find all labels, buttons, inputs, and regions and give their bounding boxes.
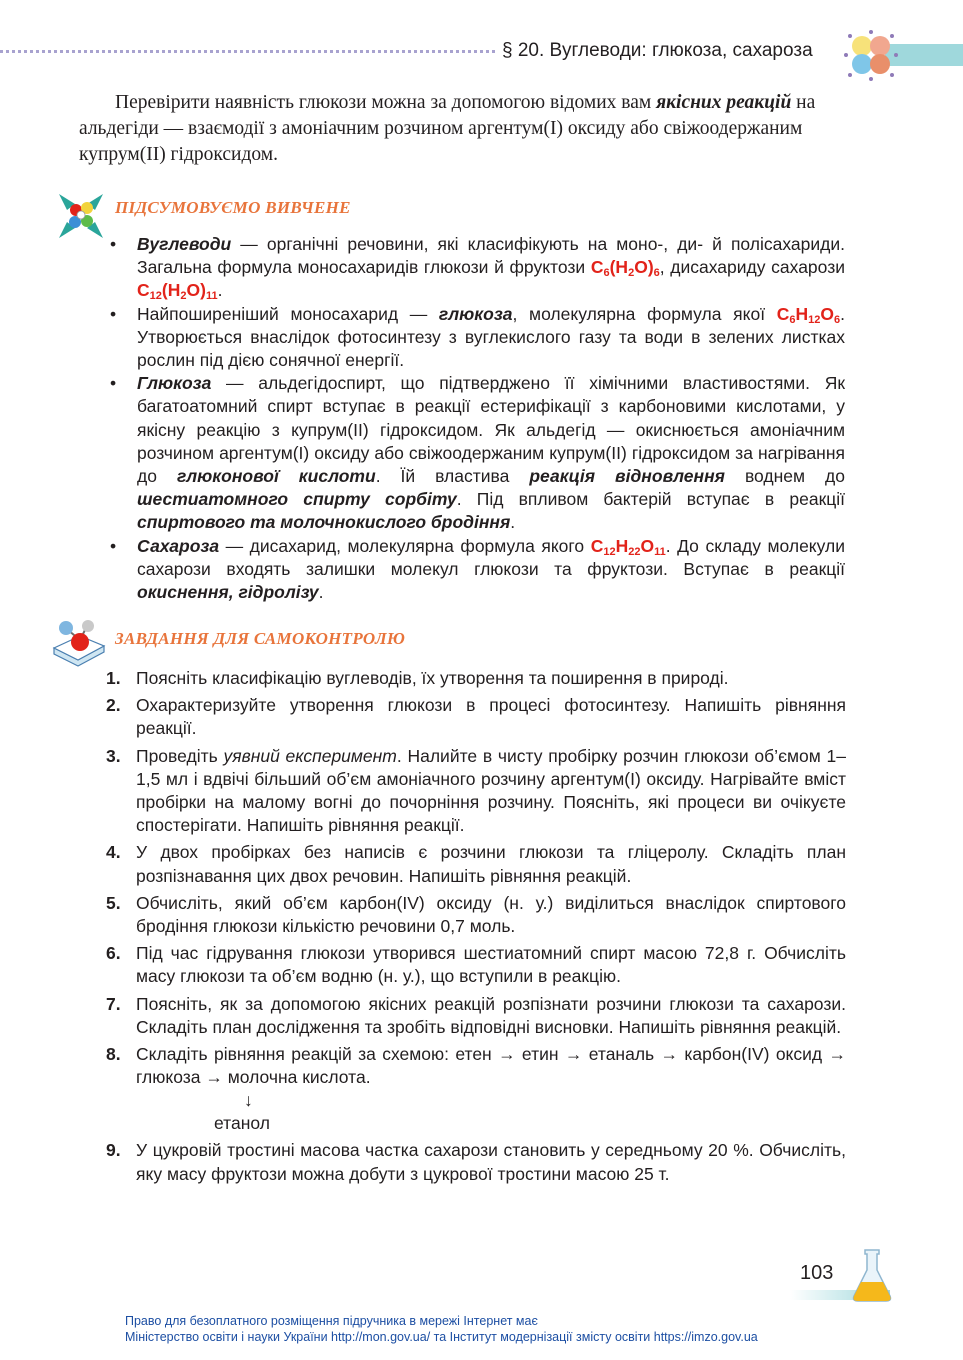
header-dotted-line (0, 50, 495, 53)
summary-item-glucose-formula: • Найпоширеніший моносахарид — глюкоза, молекулярна формула якої $C_6H_{12}O_6$. Утворюється внаслідок фотосинтезу з вуглекислого газу та води в зелених листках рослин під дією сонячної енергії. (110, 303, 845, 371)
task-item: 8. Складіть рівняння реакцій за схемою: етен → етин → етаналь → карбон(IV) оксид → глюкоза → молочна кислота. ↓ етанол (106, 1043, 846, 1135)
task-item: 2. Охарактеризуйте утворення глюкози в процесі фотосинтезу. Напишіть рівняння реакції. (106, 695, 846, 739)
formula-glucose: $C_6H_{12}O_6$ (776, 303, 841, 326)
task-number: 7. (106, 993, 121, 1014)
bullet-marker: • (110, 303, 117, 324)
task-number: 5. (106, 892, 121, 913)
task-item: 4. У двох пробірках без написів є розчини глюкози та гліцеролу. Складіть план розпізнавання цих двох речовин. Напишіть рівняння реакцій. (106, 842, 846, 886)
formula-monosaccharide: $C_6(H_2O)_6$ (590, 257, 660, 280)
task-number: 6. (106, 943, 121, 964)
task-item: 6. Під час гідрування глюкози утворився шестиатомний спирт масою 72,8 г. Обчисліть масу глюкози та об’єм водню (н. у.), що вступили в реакцію. (106, 943, 846, 987)
formula-disaccharide: $C_{12}(H_2O)_{11}$ (137, 280, 218, 303)
summary-molecule-icon (55, 190, 107, 242)
task-item: 7. Поясніть, як за допомогою якісних реакцій розпізнати розчини глюкози та сахарози. Складіть план дослідження та зробіть відповідні висновки. Напишіть рівняння реакцій. (106, 993, 846, 1037)
task-item: 1. Поясніть класифікацію вуглеводів, їх утворення та поширення в природі. (106, 667, 846, 690)
bullet-marker: • (110, 373, 117, 394)
flask-icon (850, 1246, 894, 1304)
page-number: 103 (800, 1262, 834, 1284)
self-check-section-title: ЗАВДАННЯ ДЛЯ САМОКОНТРОЛЮ (115, 629, 406, 648)
molecule-header-icon (840, 28, 900, 84)
task-number: 8. (106, 1044, 121, 1065)
chapter-header-title: § 20. Вуглеводи: глюкоза, сахароза (502, 40, 813, 61)
task-number: 9. (106, 1140, 121, 1161)
bullet-marker: • (110, 234, 117, 254)
summary-item-carbohydrates: • Вуглеводи — органічні речовини, які класифікують на моно-, ди- й полісахариди. Загальна формула моносахаридів глюкози й фруктози $C_6(H_2O)_6$, дисахариду сахарози $C_{12}(H_2O)_{11}$. (110, 234, 845, 303)
scheme-branch (136, 1089, 846, 1135)
summary-item-glucose-properties: • Глюкоза — альдегідоспирт, що підтверджено її хімічними властивостями. Як багатоатомний спирт вступає в реакції естерифікації з карбоновими кислотами, у якісну реакцію з купрум(ІІ) гідроксидом. Як альдегід — окиснюється амоніачним розчином аргентум(І) оксиду або свіжоодержаним купрум(ІІ) гідроксидом за нагрівання до глюконової кислоти. Їй властива реакція відновлення воднем до шестиатомного спирту сорбіту. Під впливом бактерій вступає в реакції спиртового та молочнокислого бродіння. (110, 373, 845, 533)
task-number: 4. (106, 842, 121, 863)
copyright-footer (125, 1313, 758, 1345)
scheme-down-arrow: ↓ (244, 1090, 253, 1111)
scheme-branch-product: етанол (214, 1113, 270, 1134)
task-list (106, 667, 846, 1190)
task-number: 1. (106, 668, 121, 688)
summary-item-sucrose: • Сахароза — дисахарид, молекулярна формула якого $C_{12}H_{22}O_{11}$. До складу молекули сахарози входять залишки молекул глюкози та фруктози. Вступає в реакції окиснення, гідролізу. (110, 535, 846, 603)
self-check-book-icon (50, 616, 108, 668)
footer-line-1: Право для безоплатного розміщення підручника в мережі Інтернет має (125, 1314, 538, 1328)
summary-section-title: ПІДСУМОВУЄМО ВИВЧЕНЕ (115, 198, 351, 217)
task-item: 5. Обчисліть, який об’єм карбон(IV) оксиду (н. у.) виділиться внаслідок спиртового бродіння глюкози кількістю речовини 0,7 моль. (106, 892, 846, 937)
footer-line-2: Міністерство освіти і науки України http://mon.gov.ua/ та Інститут модернізації змісту освіти https://imzo.gov.ua (125, 1330, 758, 1344)
task-number: 2. (106, 695, 121, 716)
task-number: 3. (106, 745, 121, 766)
intro-paragraph: Перевірити наявність глюкози можна за допомогою відомих вам якісних реакцій на альдегіди — взаємодії з амоніачним розчином аргентум(І) оксиду або свіжоодержаним купрум(ІІ) гідроксидом. (79, 92, 816, 165)
formula-sucrose: $C_{12}H_{22}O_{11}$ (590, 535, 666, 558)
task-item: 3. Проведіть уявний експеримент. Налийте в чисту пробірку розчин глюкози об’ємом 1–1,5 мл і вдвічі більший об’єм амоніачного розчину аргентум(І) оксиду. Нагрівайте вміст пробірки на малому вогні до почорніння розчину. Поясніть, які процеси ви очікуєте спостерігати. Напишіть рівняння реакції. (106, 745, 846, 836)
summary-list (110, 233, 845, 604)
bullet-marker: • (110, 535, 117, 556)
task-item: 9. У цукровій тростині масова частка сахарози становить у середньому 20 %. Обчисліть, яку масу фруктози можна добути з цукрової тростини масою 25 т. (106, 1140, 846, 1184)
